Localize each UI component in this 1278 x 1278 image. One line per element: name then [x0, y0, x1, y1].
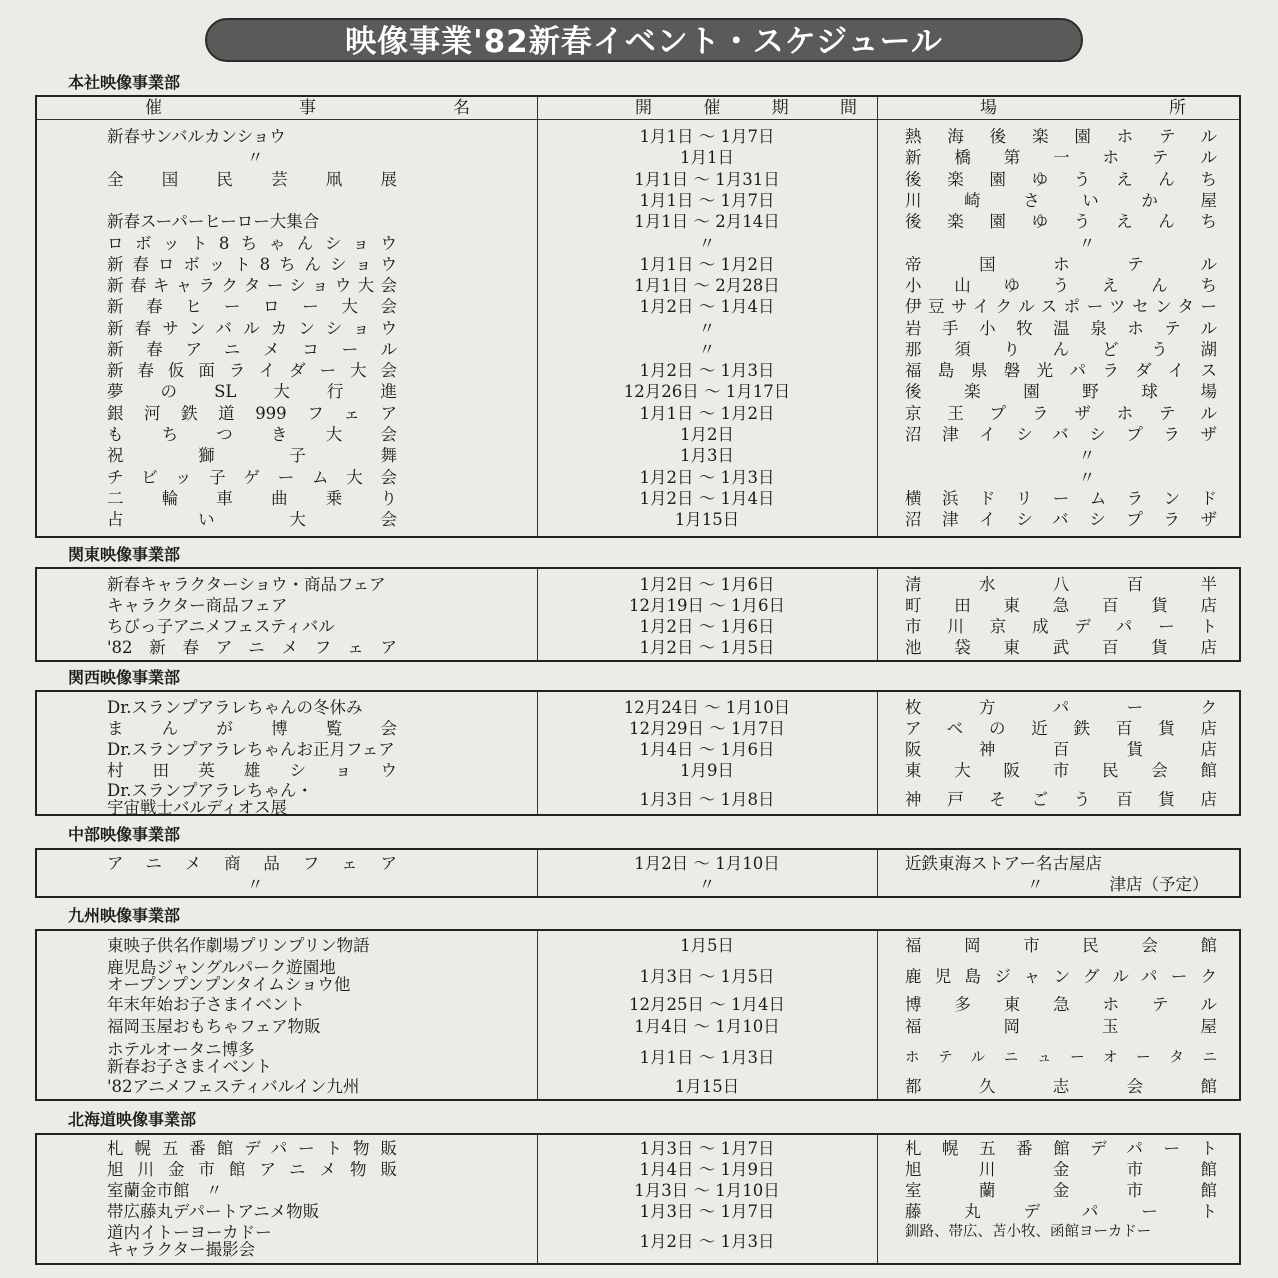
- event-place: アベの近鉄百貨店: [905, 719, 1217, 738]
- event-place: 川崎さいか屋: [905, 191, 1217, 210]
- event-place: 小山ゆうえんち: [905, 276, 1217, 295]
- event-place: 〃: [1078, 446, 1096, 465]
- event-place: 近鉄東海ストアー名古屋店: [905, 854, 1103, 873]
- event-period: 1月1日 〜 1月31日: [634, 170, 780, 189]
- event-period: 1月1日 〜 2月28日: [634, 276, 780, 295]
- event-place: 鹿児島ジャングルパーク: [905, 967, 1217, 986]
- event-period: 12月19日 〜 1月6日: [629, 596, 785, 615]
- event-place: 藤丸デパート: [905, 1202, 1217, 1221]
- event-name: Dr.スランプアラレちゃんお正月フェア: [107, 740, 395, 759]
- event-name: 新春キャラクターショウ・商品フェア: [107, 575, 386, 594]
- section-title-hokkaido: 北海道映像事業部: [68, 1110, 197, 1129]
- event-name: 新春キャラクターショウ大会: [107, 276, 397, 295]
- event-period: 〃: [698, 340, 716, 359]
- event-place: 釧路、帯広、苫小牧、函館ヨーカドー: [905, 1224, 1152, 1240]
- event-name: 祝獅子舞: [107, 446, 397, 465]
- event-name: 新春ロボット8ちんショウ: [107, 255, 397, 274]
- event-period: 1月3日 〜 1月7日: [639, 1139, 775, 1158]
- event-place: 福岡玉屋: [905, 1017, 1217, 1036]
- event-period: 〃: [698, 319, 716, 338]
- event-name: もちつき大会: [107, 425, 397, 444]
- event-name: 鹿児島ジャングルパーク遊園地 オープンプンプンタイムショウ他: [107, 958, 351, 994]
- section-table-chubu: [35, 848, 1241, 898]
- event-name: まんが博覧会: [107, 719, 397, 738]
- event-place: 都久志会館: [905, 1077, 1217, 1096]
- event-period: 1月1日 〜 1月3日: [639, 1048, 775, 1067]
- event-period: 12月26日 〜 1月17日: [623, 382, 791, 401]
- event-period: 1月2日 〜 1月6日: [639, 617, 775, 636]
- event-place: 後楽園野球場: [905, 382, 1217, 401]
- event-period: 1月4日 〜 1月9日: [639, 1160, 775, 1179]
- event-place: 〃: [1078, 468, 1096, 487]
- header-place: 場 所: [980, 98, 1186, 118]
- event-place: 博多東急ホテル: [905, 995, 1217, 1014]
- section-table-kansai: [35, 690, 1241, 816]
- event-period: 1月1日: [680, 148, 734, 167]
- event-place: 市川京成デパート: [905, 617, 1217, 636]
- event-place: 岩手小牧温泉ホテル: [905, 319, 1217, 338]
- event-place: 後楽園ゆうえんち: [905, 212, 1217, 231]
- table-header: [37, 97, 1239, 120]
- event-place: 伊豆サイクルスポーツセンター: [905, 297, 1217, 316]
- event-name: Dr.スランプアラレちゃん・ 宇宙戦士バルディオス展: [107, 781, 314, 817]
- event-period: 1月2日 〜 1月3日: [639, 1232, 775, 1251]
- event-name: 帯広藤丸デパートアニメ物販: [107, 1202, 320, 1221]
- event-name: キャラクター商品フェア: [107, 596, 288, 615]
- event-period: 1月3日: [680, 446, 734, 465]
- event-place: 福岡市民会館: [905, 936, 1217, 955]
- event-period: 1月3日 〜 1月7日: [639, 1202, 775, 1221]
- column-divider: [877, 569, 878, 660]
- event-period: 1月2日 〜 1月4日: [639, 489, 775, 508]
- event-place: 熱海後楽園ホテル: [905, 127, 1217, 146]
- event-name: 新春仮面ライダー大会: [107, 361, 397, 380]
- event-name: 銀河鉄道999フェア: [107, 404, 397, 423]
- event-place: 旭川金市館: [905, 1160, 1217, 1179]
- section-table-kyushu: [35, 929, 1241, 1101]
- event-place: 東大阪市民会館: [905, 761, 1217, 780]
- event-period: 1月9日: [680, 761, 734, 780]
- column-divider: [537, 931, 538, 1099]
- event-period: 1月2日 〜 1月3日: [639, 468, 775, 487]
- event-place: 神戸そごう百貨店: [905, 790, 1217, 809]
- event-name: 新春スーパーヒーロー大集合: [107, 212, 320, 231]
- event-period: 1月3日 〜 1月8日: [639, 790, 775, 809]
- event-place: 沼津イシバシプラザ: [905, 510, 1217, 529]
- event-period: 1月1日 〜 1月2日: [639, 255, 775, 274]
- event-period: 1月4日 〜 1月10日: [634, 1017, 780, 1036]
- event-name: 旭川金市館アニメ物販: [107, 1160, 397, 1179]
- event-period: 1月1日 〜 1月7日: [639, 127, 775, 146]
- section-title-kanto: 関東映像事業部: [68, 545, 181, 564]
- section-table-kanto: [35, 567, 1241, 662]
- event-place: 〃: [1078, 234, 1096, 253]
- event-period: 1月2日 〜 1月4日: [639, 297, 775, 316]
- event-name: チビッ子ゲーム大会: [107, 468, 397, 487]
- column-divider: [877, 1135, 878, 1263]
- event-name: '82新春アニメフェア: [107, 638, 397, 657]
- event-period: 1月3日 〜 1月10日: [634, 1181, 780, 1200]
- section-title-kansai: 関西映像事業部: [68, 668, 181, 687]
- event-name: 新春サンバルカンショウ: [107, 319, 397, 338]
- event-period: 1月2日 〜 1月5日: [639, 638, 775, 657]
- event-name: 新春ヒーロー大会: [107, 297, 397, 316]
- event-name: 年末年始お子さまイベント: [107, 995, 305, 1014]
- event-period: 〃: [698, 875, 716, 894]
- event-place: 那須りんどう湖: [905, 340, 1217, 359]
- event-name: 新春サンバルカンショウ: [107, 127, 286, 146]
- event-name: 全国民芸凧展: [107, 170, 397, 189]
- event-place: 室蘭金市館: [905, 1181, 1217, 1200]
- event-period: 1月1日 〜 1月2日: [639, 404, 775, 423]
- event-period: 1月15日: [674, 1077, 740, 1096]
- event-name: 村田英雄ショウ: [107, 761, 397, 780]
- section-table-hokkaido: [35, 1133, 1241, 1265]
- section-title-honsha: 本社映像事業部: [68, 73, 181, 92]
- column-divider: [877, 850, 878, 896]
- event-place: 札幌五番館デパート: [905, 1139, 1217, 1158]
- event-place: 福島県磐光パラダイス: [905, 361, 1217, 380]
- event-period: 12月25日 〜 1月4日: [629, 995, 785, 1014]
- column-divider: [877, 97, 878, 536]
- event-name: アニメ商品フェア: [107, 854, 397, 873]
- event-name: 福岡玉屋おもちゃフェア物販: [107, 1017, 321, 1036]
- event-name: 東映子供名作劇場プリンプリン物語: [107, 936, 370, 955]
- event-name: '82アニメフェスティバルイン九州: [107, 1077, 360, 1096]
- event-period: 1月2日: [680, 425, 734, 444]
- event-place: 枚方パーク: [905, 698, 1217, 717]
- event-name: ホテルオータニ博多 新春お子さまイベント: [107, 1040, 272, 1076]
- page-title: 映像事業'82新春イベント・スケジュール: [205, 18, 1083, 62]
- event-period: 1月3日 〜 1月5日: [639, 967, 775, 986]
- column-divider: [877, 692, 878, 814]
- event-place: 帝国ホテル: [905, 255, 1217, 274]
- event-period: 1月5日: [680, 936, 734, 955]
- event-place: 池袋東武百貨店: [905, 638, 1217, 657]
- event-period: 1月1日 〜 1月7日: [639, 191, 775, 210]
- event-name: 夢のSL大行進: [107, 382, 397, 401]
- event-name: Dr.スランプアラレちゃんの冬休み: [107, 698, 363, 717]
- event-name: 占い大会: [107, 510, 397, 529]
- event-period: 1月4日 〜 1月6日: [639, 740, 775, 759]
- event-place: 沼津イシバシプラザ: [905, 425, 1217, 444]
- event-name: 〃: [247, 875, 264, 894]
- event-place: ホテルニューオータニ: [905, 1050, 1217, 1066]
- event-place: 横浜ドリームランド: [905, 489, 1217, 508]
- event-place: 新橋第一ホテル: [905, 148, 1217, 167]
- event-period: 1月2日 〜 1月6日: [639, 575, 775, 594]
- section-table-honsha: [35, 95, 1241, 538]
- event-place: 〃 津店（予定）: [1027, 875, 1209, 894]
- event-period: 1月2日 〜 1月3日: [639, 361, 775, 380]
- event-name: ちびっ子アニメフェスティバル: [107, 617, 335, 636]
- header-period: 開 催 期 間: [635, 98, 857, 118]
- event-period: 12月24日 〜 1月10日: [623, 698, 791, 717]
- event-name: 〃: [247, 148, 264, 167]
- column-divider: [877, 931, 878, 1099]
- event-name: ロボット8ちゃんショウ: [107, 234, 397, 253]
- event-name: 新春アニメコール: [107, 340, 397, 359]
- event-period: 〃: [698, 234, 716, 253]
- event-place: 京王プラザホテル: [905, 404, 1217, 423]
- event-name: 札幌五番館デパート物販: [107, 1139, 397, 1158]
- event-place: 清水八百半: [905, 575, 1217, 594]
- header-event: 催 事 名: [145, 98, 470, 118]
- event-period: 1月15日: [674, 510, 740, 529]
- event-place: 町田東急百貨店: [905, 596, 1217, 615]
- event-name: 道内イトーヨーカドー キャラクター撮影会: [107, 1223, 272, 1259]
- event-place: 阪神百貨店: [905, 740, 1217, 759]
- section-title-chubu: 中部映像事業部: [68, 825, 181, 844]
- event-name: 二輪車曲乗り: [107, 489, 397, 508]
- event-period: 1月1日 〜 2月14日: [634, 212, 780, 231]
- event-place: 後楽園ゆうえんち: [905, 170, 1217, 189]
- event-name: 室蘭金市館 〃: [107, 1181, 223, 1200]
- section-title-kyushu: 九州映像事業部: [68, 906, 181, 925]
- event-period: 1月2日 〜 1月10日: [634, 854, 780, 873]
- event-period: 12月29日 〜 1月7日: [629, 719, 785, 738]
